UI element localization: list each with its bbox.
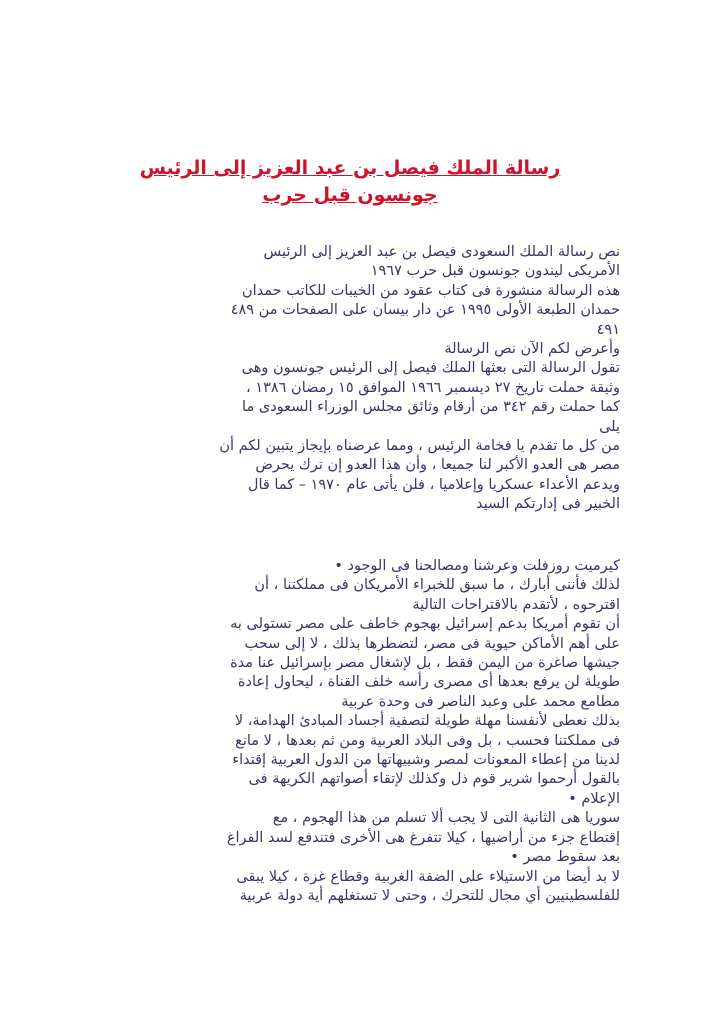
text-line: كيرميت روزفلت وعرشنا ومصالحنا فى الوجود • — [334, 558, 620, 574]
text-line: الأمريكى ليندون جونسون قبل حرب ١٩٦٧ — [370, 263, 620, 280]
title-line: جونسون قبل حرب — [262, 184, 438, 206]
text-line: تقول الرسالة التى بعثها الملك فيصل إلى الرئيس جونسون وهى — [241, 360, 620, 377]
text-line: نص رسالة الملك السعودى فيصل بن عبد العزيز إلى الرئيس — [263, 244, 620, 260]
text-line: طويلة لن يرفع بعدها أى مصرى رأسه خلف القناة ، ليحاول إعادة — [237, 674, 620, 691]
text-line: الإعلام • — [568, 790, 620, 807]
text-line: من كل ما تقدم يا فخامة الرئيس ، ومما عرضناه بإيجاز يتبين لكم أن — [219, 438, 620, 455]
document-title — [110, 155, 590, 209]
text-line: جيشها صاغرة من اليمن فقط ، بل لإشغال مصر بإسرائيل عنا مدة — [230, 655, 620, 672]
text-line: وثيقة حملت تاريخ ٢٧ ديسمبر ١٩٦٦ الموافق ١٥ رمضان ١٣٨٦ ، — [246, 379, 620, 396]
letter-proposals-section — [100, 557, 620, 906]
text-line: مطامع محمد على وعبد الناصر فى وحدة عربية — [341, 693, 620, 710]
text-line: بذلك نعطى لأنفسنا مهلة طويلة لتصفية أجساد المبادئ الهدامة، لا — [234, 713, 620, 730]
text-line: الخبير فى إدارتكم السيد — [476, 496, 620, 513]
text-line: لذلك فأننى أبارك ، ما سبق للخبراء الأمريكان فى مملكتنا ، أن — [254, 577, 620, 594]
text-line: كما حملت رقم ٣٤٢ من أرقام وثائق مجلس الوزراء السعودى ما — [242, 399, 620, 416]
text-line: لا بد أيضا من الاستيلاء على الضفة الغربية وقطاع غزة ، كيلا يبقى — [236, 868, 620, 885]
text-line: يلى — [599, 418, 620, 435]
title-line: رسالة الملك فيصل بن عبد العزيز إلى الرئيس — [139, 157, 561, 179]
text-line: ٤٩١ — [596, 321, 620, 338]
letter-intro-section — [100, 243, 620, 515]
text-line: مصر هى العدو الأكبر لنا جميعا ، وأن هذا العدو إن ترك يحرض — [255, 457, 620, 474]
text-line: بالقول أرحموا شرير قوم ذل وكذلك لإتقاء أصواتهم الكريهة فى — [248, 771, 620, 788]
text-line: أن تقوم أمريكا بدعم إسرائيل بهجوم خاطف على مصر تستولى به — [230, 616, 620, 633]
text-line: وأعرض لكم الآن نص الرسالة — [444, 341, 620, 358]
text-line: اقترحوه ، لأتقدم بالاقتراحات التالية — [412, 596, 620, 613]
text-line: بعد سقوط مصر • — [510, 849, 620, 866]
text-line: فى مملكتنا فحسب ، بل وفى البلاد العربية ومن ثم بعدها ، لا مانع — [235, 732, 620, 749]
text-line: على أهم الأماكن حيوية فى مصر، لتضطرها بذلك ، لا إلى سحب — [244, 635, 620, 652]
text-line: للفلسطينيين أي مجال للتحرك ، وحتى لا تستغلهم أية دولة عربية — [239, 887, 620, 904]
text-line: سوريا هى الثانية التى لا يجب ألا تسلم من هذا الهجوم ، مع — [272, 810, 620, 827]
text-line: حمدان الطبعة الأولى ١٩٩٥ عن دار بيسان على الصفحات من ٤٨٩ — [230, 302, 620, 319]
text-line: هذه الرسالة منشورة فى كتاب عقود من الخيبات للكاتب حمدان — [242, 282, 620, 299]
text-line: ويدعم الأعداء عسكريا وإعلاميا ، فلن يأتى عام ١٩٧٠ – كما قال — [247, 476, 620, 493]
text-line: إقتطاع جزء من أراضيها ، كيلا تتفرغ هى الأخرى فتندفع لسد الفراغ — [226, 829, 620, 846]
text-line: لدينا من إعطاء المعونات لمصر وشبيهاتها من الدول العربية إقتداء — [232, 752, 620, 769]
